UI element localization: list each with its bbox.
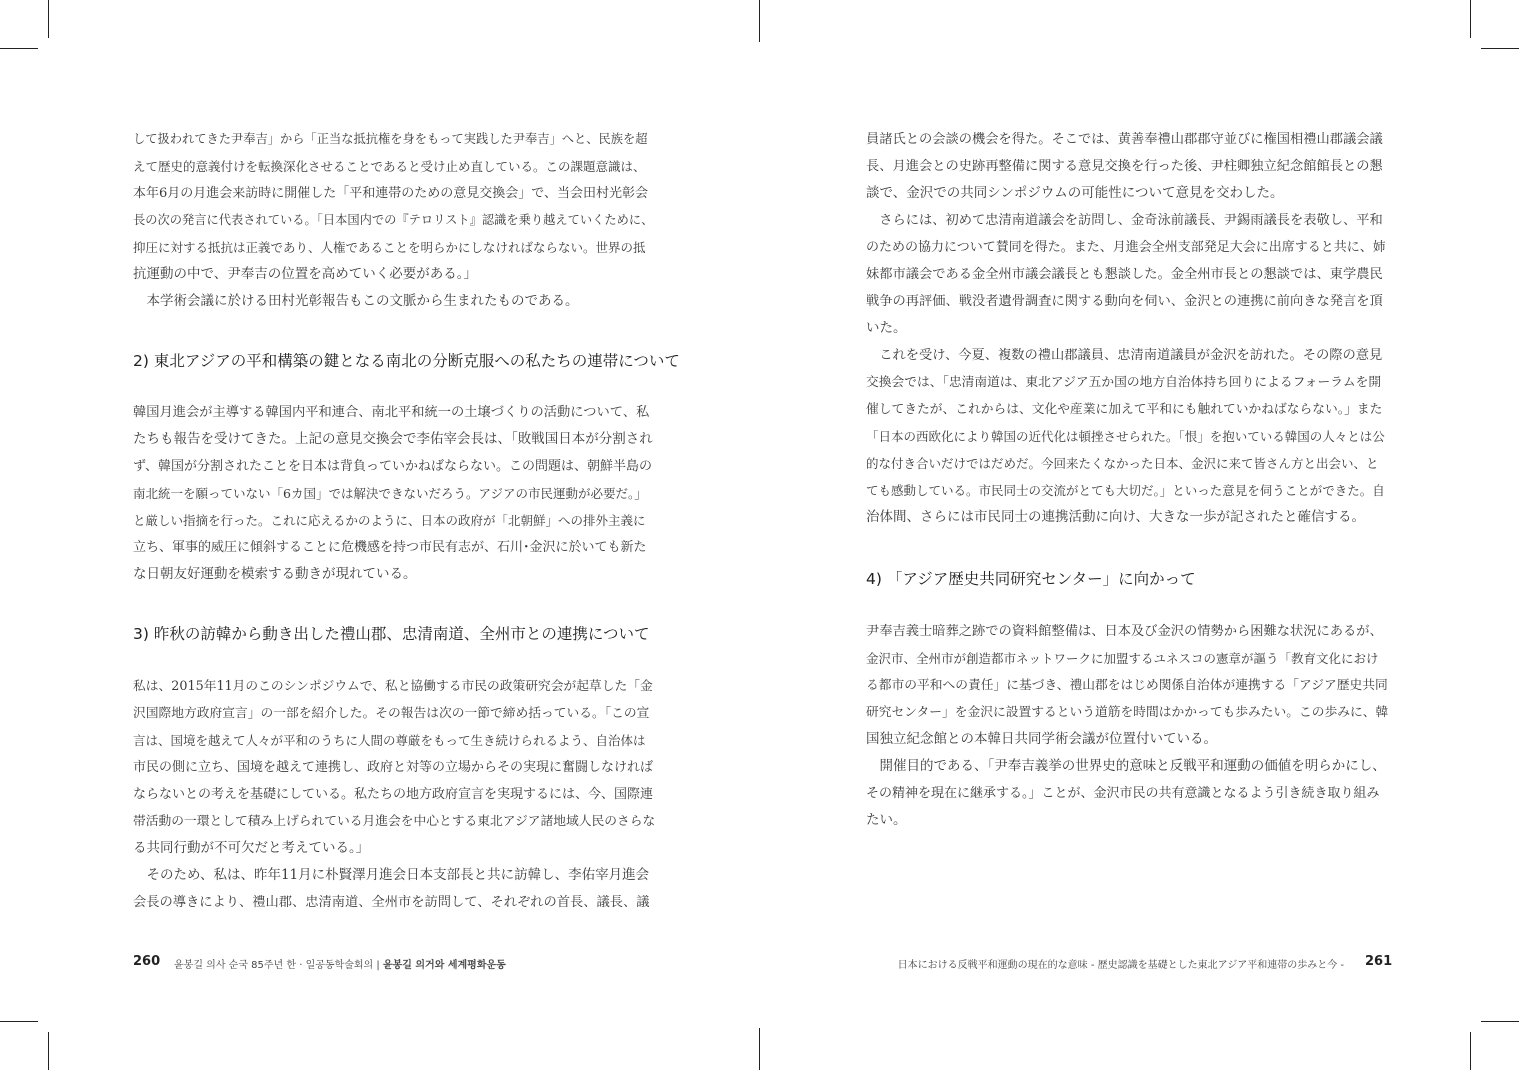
text-line: さらには、初めて忠清南道議会を訪問し、金奇泳前議長、尹錫雨議長を表敬し、平和 (866, 213, 1383, 228)
text-line: 的な付き合いだけではだめだ。今回来たくなかった日本、金沢に来て皆さん方と出会い、と (866, 456, 1379, 471)
text-line: たい。 (866, 812, 907, 828)
left-paragraph-2 (133, 399, 655, 588)
left-page (0, 0, 759, 1070)
text-line: る都市の平和への責任」に基づき、禮山郡をはじめ関係自治体が連携する「アジア歴史共同 (866, 678, 1388, 693)
text-line: ず、韓国が分割されたことを日本は背負っていかねばならない。この問題は、朝鮮半島の (133, 459, 652, 474)
text-line: 本年6月の月進会来訪時に開催した「平和連帯のための意見交換会」で、当会田村光彰会 (133, 186, 649, 201)
running-footer (174, 956, 506, 971)
page-number: 260 (133, 954, 161, 969)
text-line: 金沢市、全州市が創造都市ネットワークに加盟するユネスコの憲章が謳う「教育文化におけ (866, 651, 1379, 666)
section-heading-3: 3) 昨秋の訪韓から動き出した禮山郡、忠清南道、全州市との連携について (133, 625, 650, 643)
text-line: 抑圧に対する抵抗は正義であり、人権であることを明らかにしなければならない。世界の抵 (133, 240, 646, 255)
text-line: 抗運動の中で、尹奉吉の位置を高めていく必要がある。」 (133, 266, 477, 282)
text-line: 立ち、軍事的威圧に傾斜することに危機感を持つ市民有志が、石川･金沢に於いても新た (133, 540, 647, 555)
footer-title: 윤봉길 의사 순국 85주년 한 · 일공동학술회의 | (174, 960, 380, 971)
text-line: 長、月進会との史跡再整備に関する意見交換を行った後、尹柱卿独立紀念館館長との懇 (866, 159, 1383, 174)
text-line: 研究センター」を金沢に設置するという道筋を時間はかかっても歩みたい。この歩みに、韓 (866, 705, 1389, 720)
left-paragraph-1 (133, 126, 655, 315)
text-line: えて歴史的意義付けを転換深化させることであると受け止め直している。この課題意識は、 (133, 159, 646, 174)
text-line: 開催目的である、「尹奉吉義挙の世界史的意味と反戦平和運動の価値を明らかにし、 (866, 758, 1386, 774)
text-line: して扱われてきた尹奉吉」から「正当な抵抗権を身をもって実践した尹奉吉」へと、民族を超 (133, 132, 648, 146)
left-paragraph-3 (133, 673, 655, 916)
text-line: 催してきたが、これからは、文化や産業に加えて平和にも触れていかねばならない。」また (866, 402, 1383, 417)
text-line: 戦争の再評価、戦没者遺骨調査に関する動向を伺い、金沢との連携に前向きな発言を頂 (866, 294, 1383, 309)
text-line: る共同行動が不可欠だと考えている。」 (133, 840, 370, 856)
text-line: たちも報告を受けてきた。上記の意見交換会で李佑宰会長は、「敗戦国日本が分割され (133, 431, 653, 447)
page-number: 261 (1365, 954, 1393, 969)
text-line: 市民の側に立ち、国境を越えて連携し、政府と対等の立場からその実現に奮闘しなければ (133, 760, 654, 775)
text-line: ても感動している。市民同士の交流がとても大切だ。」といった意見を伺うことができた。自 (866, 483, 1385, 498)
right-paragraph-2 (866, 618, 1388, 834)
text-line: 妹都市議会である金全州市議会議長とも懇談した。金全州市長との懇談では、東学農民 (866, 267, 1383, 282)
running-footer: 日本における反戦平和運動の現在的な意味 - 歴史認識を基礎とした東北アジア平和連帯の歩みと今 - (897, 960, 1344, 971)
text-line: これを受け、今夏、複数の禮山郡議員、忠清南道議員が金沢を訪れた。その際の意見 (866, 348, 1383, 363)
text-line: ならないとの考えを基礎にしている。私たちの地方政府宣言を実現するには、今、国際連 (133, 787, 654, 802)
text-line: 談で、金沢での共同シンポジウムの可能性について意見を交わした。 (866, 185, 1284, 201)
text-line: 国独立紀念館との本韓日共同学術会議が位置付いている。 (866, 731, 1217, 747)
text-line: 本学術会議に於ける田村光彰報告もこの文脈から生まれたものである。 (133, 293, 579, 309)
text-line: 私は、2015年11月のこのシンポジウムで、私と協働する市民の政策研究会が起草した「金 (133, 679, 653, 694)
text-line: 帯活動の一環として積み上げられている月進会を中心とする東北アジア諸地域人民のさらな (133, 814, 656, 829)
text-line: 員諸氏との会談の機会を得た。そこでは、黄善奉禮山郡郡守並びに権国相禮山郡議会議 (866, 132, 1383, 147)
text-line: 長の次の発言に代表されている。「日本国内での『テロリスト』認識を乗り越えていくために、 (133, 213, 654, 227)
text-line: 会長の導きにより、禮山郡、忠清南道、全州市を訪問して、それぞれの首長、議長、議 (133, 895, 650, 910)
text-line: そのため、私は、昨年11月に朴賢澤月進会日本支部長と共に訪韓し、李佑宰月進会 (133, 867, 650, 883)
text-line: その精神を現在に継承する。」ことが、金沢市民の共有意識となるよう引き続き取り組み (866, 786, 1380, 801)
text-line: いた。 (866, 320, 907, 336)
text-line: 韓国月進会が主導する韓国内平和連合、南北平和統一の土壌づくりの活動について、私 (133, 405, 650, 420)
text-line: と厳しい指摘を行った。これに応えるかのように、日本の政府が「北朝鮮」への排外主義に (133, 513, 646, 528)
text-line: 沢国際地方政府宣言」の一部を紹介した。その報告は次の一節で締め括っている。「この宣 (133, 706, 650, 721)
text-line: な日朝友好運動を模索する動きが現れている。 (133, 566, 417, 582)
text-line: 「日本の西欧化により韓国の近代化は頓挫させられた。「恨」を抱いている韓国の人々とは公 (866, 429, 1385, 444)
text-line: 言は、国境を越えて人々が平和のうちに人間の尊厳をもって生き続けられるよう、自治体は (133, 733, 646, 748)
text-line: のための協力について賛同を得た。また、月進会全州支部発足大会に出席すると共に、姉 (866, 240, 1386, 255)
section-heading-2: 2) 東北アジアの平和構築の鍵となる南北の分断克服への私たちの連帯について (133, 352, 680, 370)
text-line: 尹奉吉義士暗葬之跡での資料館整備は、日本及び金沢の情勢から困難な状況にあるが、 (866, 624, 1383, 639)
text-line: 南北統一を願っていない「6カ国」では解決できないだろう。アジアの市民運動が必要だ。」 (133, 486, 647, 501)
text-line: 治体間、さらには市民同士の連携活動に向け、大きな一歩が記されたと確信する。 (866, 509, 1365, 525)
right-paragraph-1 (866, 126, 1388, 531)
text-line: 交換会では、「忠清南道は、東北アジア五か国の地方自治体持ち回りによるフォーラムを開 (866, 375, 1382, 390)
section-heading-4: 4) 「アジア歴史共同研究センター」に向かって (866, 570, 1196, 588)
footer-title-bold: 윤봉길 의거와 세계평화운동 (382, 960, 506, 971)
right-page (760, 0, 1519, 1070)
